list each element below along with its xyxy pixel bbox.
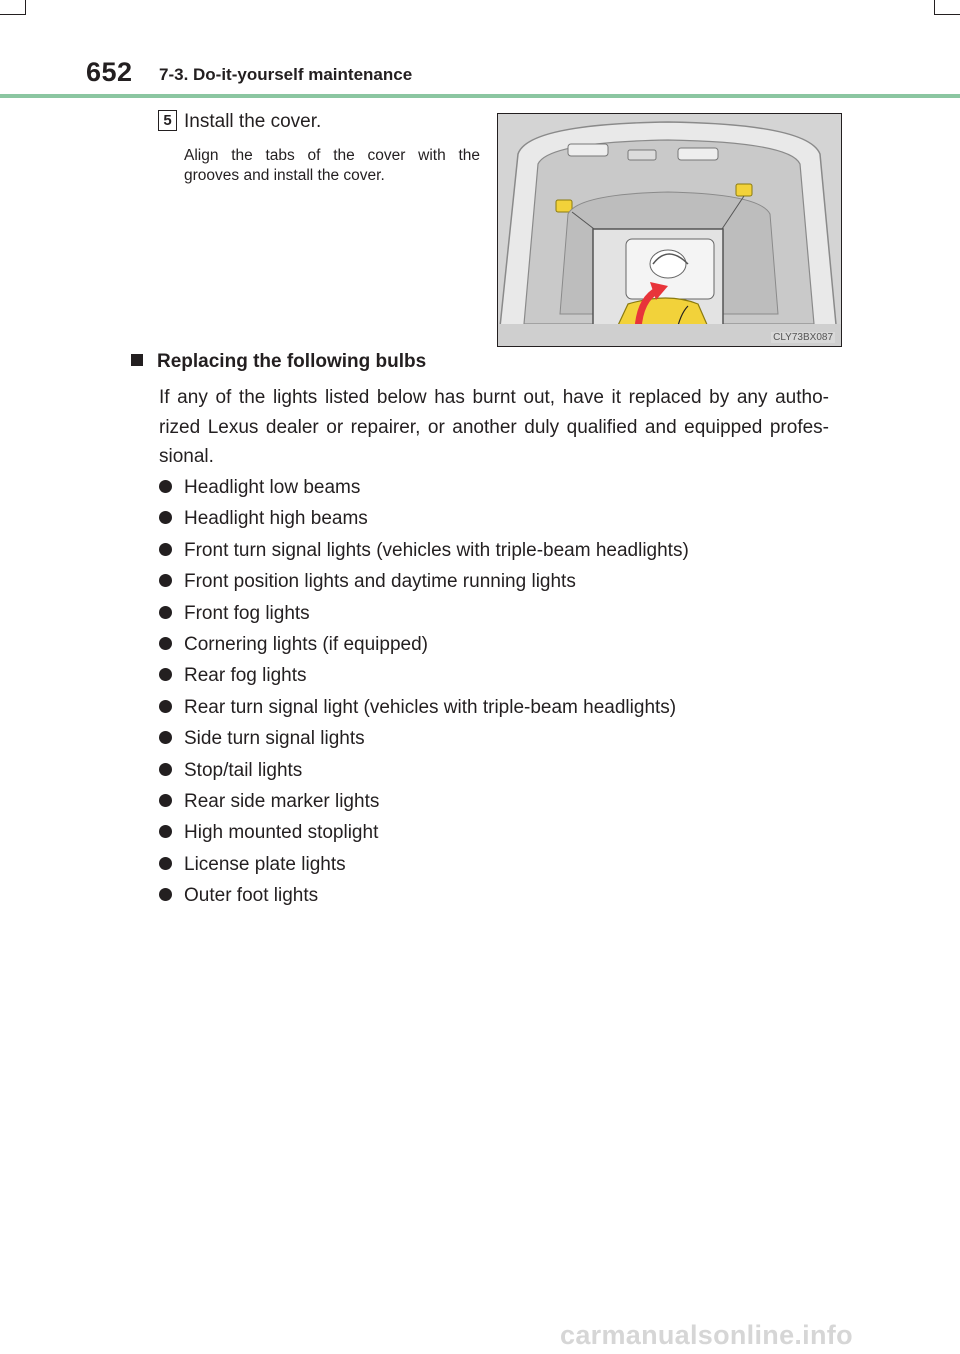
list-item: Rear turn signal light (vehicles with triple-beam headlights) [159,692,689,723]
figure-code: CLY73BX087 [773,332,833,343]
bullet-dot-icon [159,543,172,556]
list-item: Side turn signal lights [159,723,689,754]
page-number: 652 [86,57,133,87]
list-item: Rear side marker lights [159,786,689,817]
bullet-dot-icon [159,574,172,587]
step-note: Align the tabs of the cover with the grooves and install the cover. [184,147,480,184]
header-rule [0,94,960,98]
list-item: Front position lights and daytime running lights [159,566,689,597]
square-bullet-icon [131,354,143,366]
bullet-dot-icon [159,480,172,493]
page-header [0,0,960,100]
step-number-badge: 5 [158,110,177,131]
bullet-dot-icon [159,763,172,776]
illustration-install-cover [497,113,842,347]
subsection-paragraph: If any of the lights listed below has burnt out, have it replaced by any autho- rized Lexus dealer or repairer, or another duly qualified and equipped profes- sional. [159,387,829,467]
bullet-dot-icon [159,731,172,744]
list-item: Rear fog lights [159,660,689,691]
bullet-dot-icon [159,511,172,524]
bullet-dot-icon [159,606,172,619]
list-item: Outer foot lights [159,880,689,911]
list-item: Cornering lights (if equipped) [159,629,689,660]
bullet-dot-icon [159,825,172,838]
step-title: Install the cover. [184,111,322,132]
bullet-dot-icon [159,637,172,650]
list-item: Front fog lights [159,598,689,629]
list-item: Headlight low beams [159,472,689,503]
subsection-heading [131,350,426,374]
section-title: 7-3. Do-it-yourself maintenance [159,65,413,84]
list-item: High mounted stoplight [159,817,689,848]
bullet-dot-icon [159,668,172,681]
watermark[interactable]: carmanualsonline.info [560,1320,853,1350]
bulb-list [159,472,689,911]
tailgate-illustration [498,114,841,346]
bullet-dot-icon [159,794,172,807]
list-item: Stop/tail lights [159,755,689,786]
bullet-dot-icon [159,857,172,870]
list-item: Front turn signal lights (vehicles with triple-beam headlights) [159,535,689,566]
bullet-dot-icon [159,700,172,713]
bullet-dot-icon [159,888,172,901]
list-item: License plate lights [159,849,689,880]
list-item: Headlight high beams [159,503,689,534]
subsection-heading-text: Replacing the following bulbs [157,351,427,372]
